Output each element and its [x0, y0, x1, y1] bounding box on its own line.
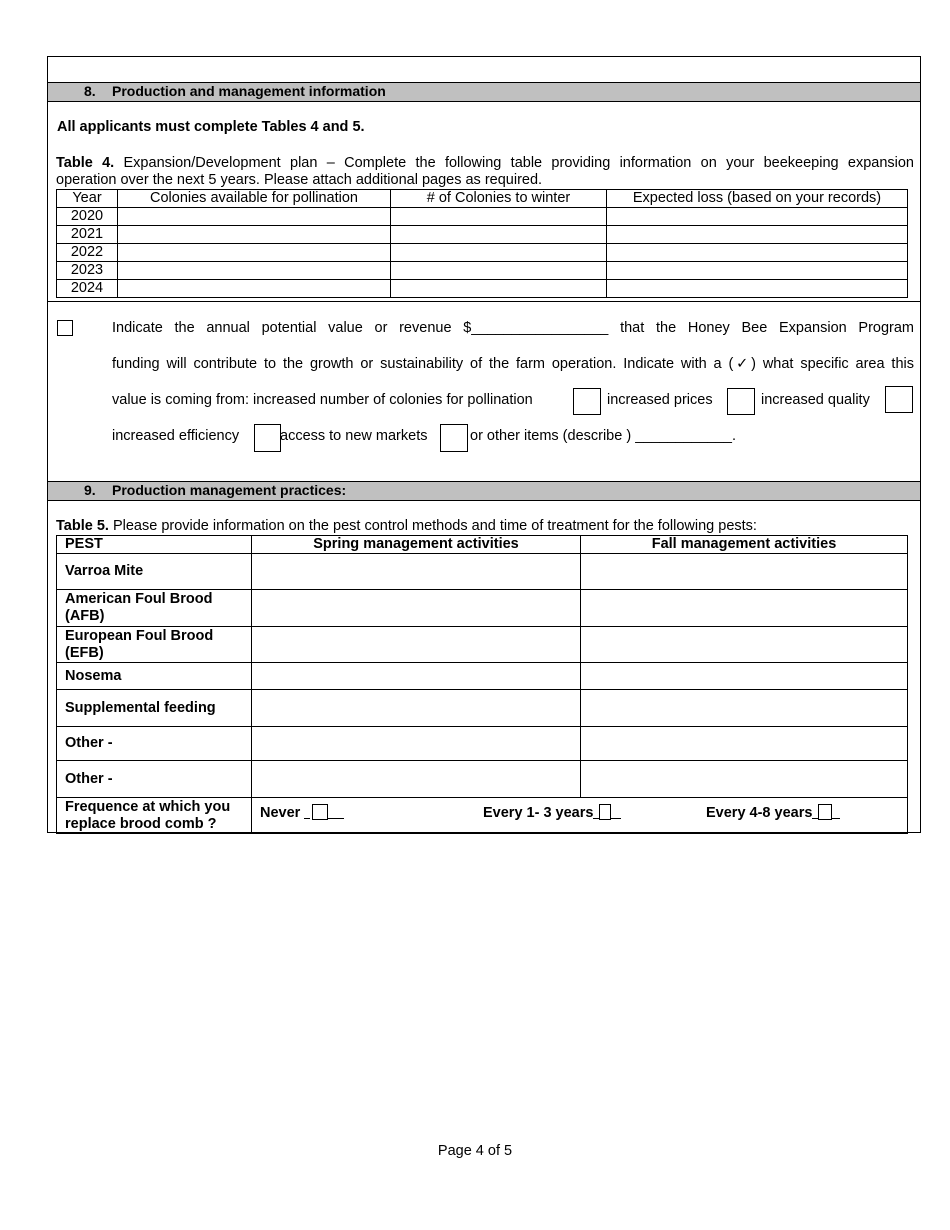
revenue-line1-right: that the Honey Bee Expansion Program [620, 320, 915, 336]
table-row [57, 727, 908, 761]
table4-input-cell[interactable] [391, 262, 607, 280]
table5-label: Table 5. [56, 518, 109, 534]
revenue-line3-part3: increased quality [761, 392, 870, 408]
fall-activity-cell[interactable] [581, 590, 908, 627]
table4-input-cell[interactable] [607, 262, 908, 280]
table4-input-cell[interactable] [607, 280, 908, 298]
increased-quality-checkbox[interactable] [885, 386, 913, 413]
spring-activity-cell[interactable] [252, 627, 581, 663]
table4-input-cell[interactable] [118, 262, 391, 280]
fall-activity-cell[interactable] [581, 761, 908, 798]
frequency-options-cell [252, 798, 908, 834]
section-9-header [48, 481, 920, 501]
every-4-8-years-checkbox[interactable] [818, 804, 832, 820]
page-number: Page 4 of 5 [437, 1143, 513, 1159]
table4-year-cell: 2022 [57, 244, 118, 262]
table5 [56, 535, 908, 834]
table-row [57, 761, 908, 798]
table5-header-spring: Spring management activities [252, 536, 581, 554]
frequency-option-never [260, 804, 344, 822]
every-1-3-years-checkbox[interactable] [599, 804, 611, 820]
frequency-label: Frequence at which you replace brood comb ? [57, 798, 252, 834]
spring-activity-cell[interactable] [252, 690, 581, 727]
frequency-option-never-label: Never [260, 805, 301, 821]
table4-caption-line1 [56, 155, 914, 171]
table5-header-row [57, 536, 908, 554]
pest-name: Other - [57, 761, 252, 798]
table-row [57, 663, 908, 690]
pest-name: American Foul Brood (AFB) [57, 590, 252, 627]
table4-input-cell[interactable] [391, 244, 607, 262]
frequency-option-1-3-label: Every 1- 3 years [483, 805, 594, 821]
pest-name: European Foul Brood (EFB) [57, 627, 252, 663]
table4-caption-text: Expansion/Development plan – Complete the following table providing information on your beekeeping expansion [123, 155, 914, 171]
frequency-option-4-8 [706, 804, 840, 822]
pest-name: Varroa Mite [57, 554, 252, 590]
table4-input-cell[interactable] [118, 244, 391, 262]
section-9-number: 9. [84, 482, 96, 498]
table4-year-cell: 2023 [57, 262, 118, 280]
fall-activity-cell[interactable] [581, 554, 908, 590]
frequency-option-4-8-label: Every 4-8 years [706, 805, 813, 821]
table4-input-cell[interactable] [118, 226, 391, 244]
table4-input-cell[interactable] [607, 226, 908, 244]
revenue-line4-part3: or other items (describe ) ____________. [470, 428, 736, 444]
section-8-title: Production and management information [112, 83, 386, 99]
revenue-line1-left: Indicate the annual potential value or revenue $_________________ [112, 320, 609, 336]
frequency-row [57, 798, 908, 834]
table-row [57, 627, 908, 663]
table-row [57, 280, 908, 298]
table4-year-cell: 2024 [57, 280, 118, 298]
table5-caption-text: Please provide information on the pest control methods and time of treatment for the following pests: [112, 518, 757, 534]
section-9-title: Production management practices: [112, 482, 347, 498]
pest-name: Nosema [57, 663, 252, 690]
table-row [57, 554, 908, 590]
revenue-line4-part1: increased efficiency [112, 428, 240, 444]
table4-input-cell[interactable] [607, 208, 908, 226]
underline [328, 804, 344, 819]
frequency-option-1-3 [483, 804, 621, 822]
table4-year-cell: 2020 [57, 208, 118, 226]
table4-header-row [57, 190, 908, 208]
table-row [57, 226, 908, 244]
underline [611, 804, 621, 819]
revenue-line3-part2: increased prices [607, 392, 713, 408]
section-divider [48, 301, 920, 302]
table4-caption-line2: operation over the next 5 years. Please attach additional pages as required. [56, 172, 543, 188]
instruction-text: All applicants must complete Tables 4 and 5. [57, 119, 365, 135]
fall-activity-cell[interactable] [581, 727, 908, 761]
revenue-line4-part2: access to new markets [280, 428, 428, 444]
table4 [56, 189, 908, 298]
table4-input-cell[interactable] [118, 280, 391, 298]
fall-activity-cell[interactable] [581, 663, 908, 690]
table4-input-cell[interactable] [118, 208, 391, 226]
increased-efficiency-checkbox[interactable] [254, 424, 281, 452]
spring-activity-cell[interactable] [252, 761, 581, 798]
table4-input-cell[interactable] [607, 244, 908, 262]
revenue-line3-part1: value is coming from: increased number of colonies for pollination [112, 392, 533, 408]
form-frame [47, 56, 921, 833]
table4-header-year: Year [57, 190, 118, 208]
spring-activity-cell[interactable] [252, 727, 581, 761]
table-row [57, 244, 908, 262]
section-8-header [48, 82, 920, 102]
spring-activity-cell[interactable] [252, 590, 581, 627]
increased-prices-checkbox[interactable] [727, 388, 755, 415]
table4-input-cell[interactable] [391, 226, 607, 244]
table4-input-cell[interactable] [391, 208, 607, 226]
table4-input-cell[interactable] [391, 280, 607, 298]
colonies-pollination-checkbox[interactable] [573, 388, 601, 415]
table-row [57, 590, 908, 627]
revenue-line2: funding will contribute to the growth or sustainability of the farm operation. Indicate with a (✓) what specific area this [112, 356, 914, 372]
pest-name: Other - [57, 727, 252, 761]
never-checkbox[interactable] [312, 804, 328, 820]
table-row [57, 262, 908, 280]
table5-header-pest: PEST [57, 536, 252, 554]
revenue-line1 [112, 320, 914, 336]
table4-header-colonies-pollination: Colonies available for pollination [118, 190, 391, 208]
table-row [57, 208, 908, 226]
section-8-number: 8. [84, 83, 96, 99]
table-row [57, 690, 908, 727]
table4-header-colonies-winter: # of Colonies to winter [391, 190, 607, 208]
spring-activity-cell[interactable] [252, 663, 581, 690]
pest-name: Supplemental feeding [57, 690, 252, 727]
spring-activity-cell[interactable] [252, 554, 581, 590]
revenue-checkbox[interactable] [57, 320, 73, 336]
underline [304, 804, 310, 819]
new-markets-checkbox[interactable] [440, 424, 468, 452]
table4-header-expected-loss: Expected loss (based on your records) [607, 190, 908, 208]
fall-activity-cell[interactable] [581, 627, 908, 663]
fall-activity-cell[interactable] [581, 690, 908, 727]
table5-header-fall: Fall management activities [581, 536, 908, 554]
table4-label: Table 4. [56, 155, 115, 171]
table5-caption [56, 518, 757, 534]
table4-year-cell: 2021 [57, 226, 118, 244]
underline [832, 804, 840, 819]
